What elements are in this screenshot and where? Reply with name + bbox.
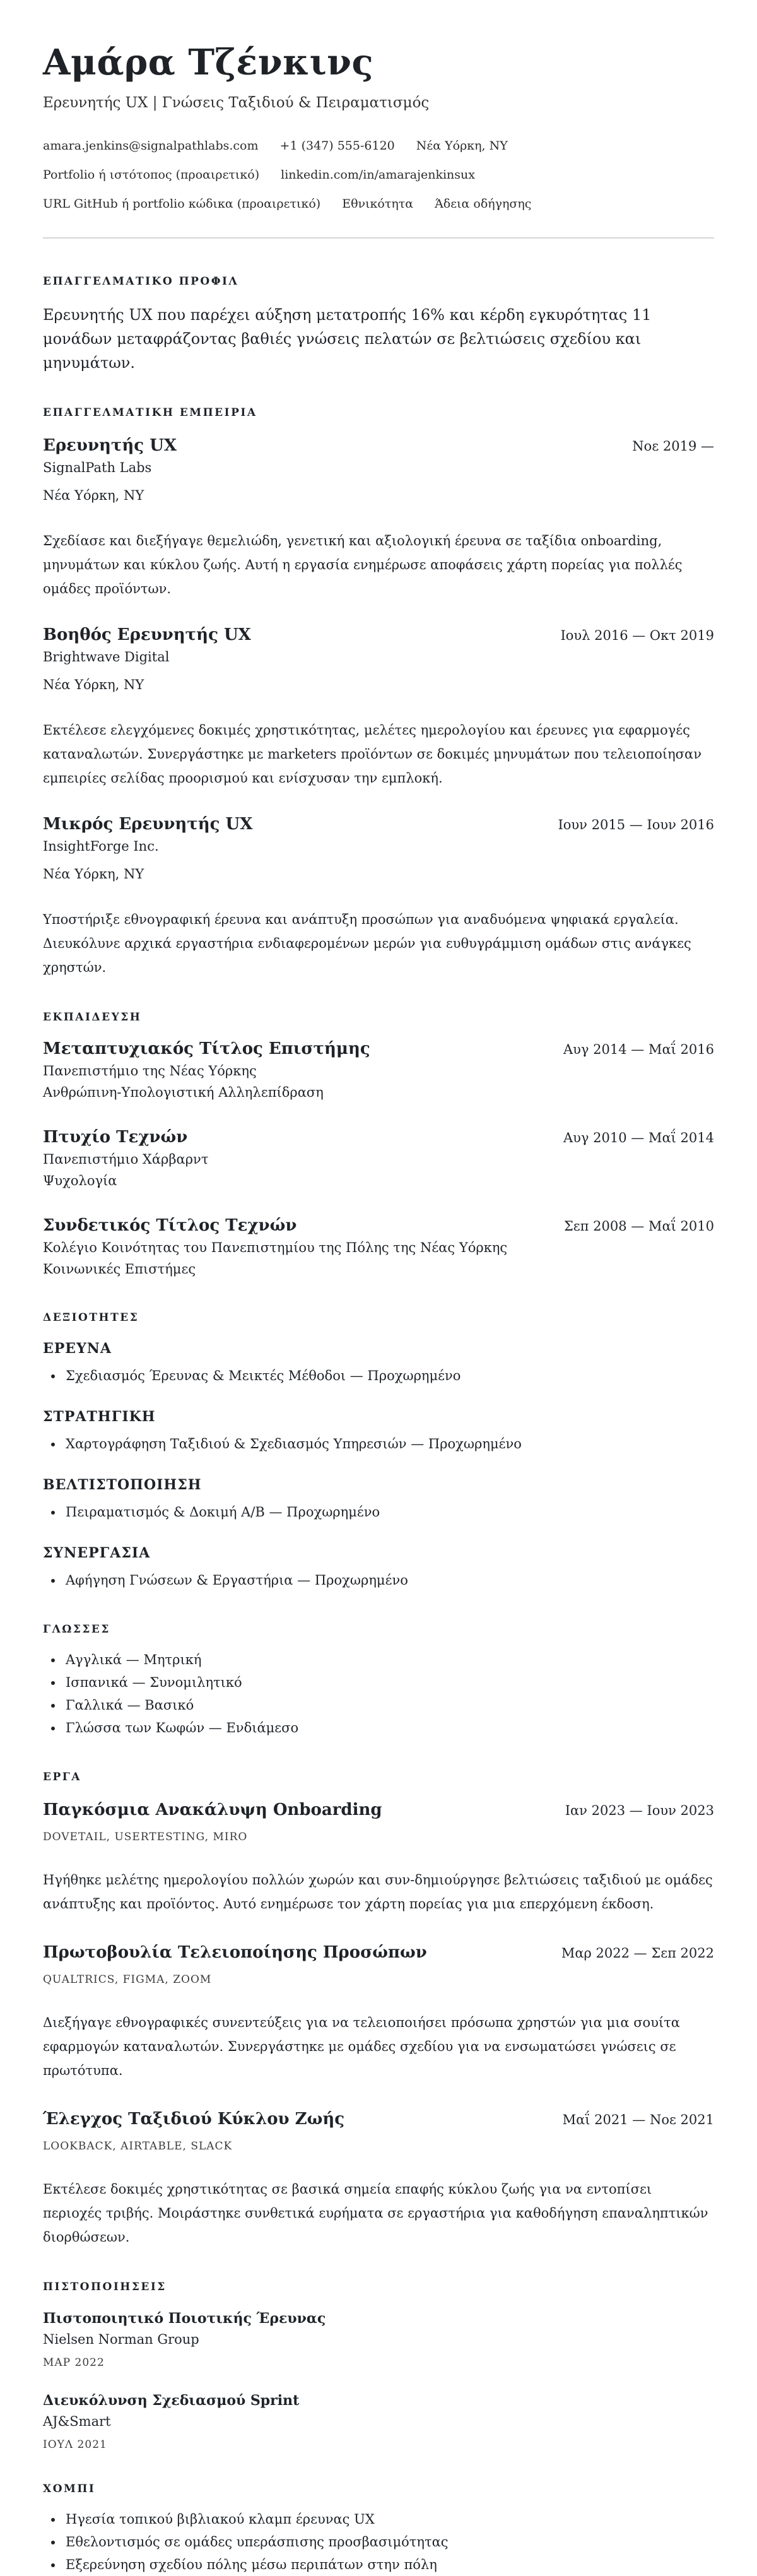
contact-row [43, 165, 714, 184]
linkedin-link[interactable]: linkedin.com/in/amarajenkinsux [281, 168, 475, 182]
section-title: ΧΟΜΠΙ [43, 2483, 96, 2495]
certification-date: ΙΟΥΛ 2021 [43, 2438, 107, 2451]
hobby-item: • Εξερεύνηση σχεδίου πόλης μέσω περιπάτων στην πόλη [63, 2553, 714, 2576]
skill-category: ΣΤΡΑΤΗΓΙΚΗ [43, 1409, 156, 1425]
role-title: Βοηθός Ερευνητής UX [43, 625, 251, 644]
certification-date: ΜΑΡ 2022 [43, 2356, 105, 2369]
degree-title: Πτυχίο Τεχνών [43, 1128, 188, 1147]
project-name: Έλεγχος Ταξιδιού Κύκλου Ζωής [43, 2110, 345, 2129]
language-list [43, 1648, 714, 1739]
skill-list [43, 1501, 714, 1523]
role-dates: Ιουλ 2016 — Οκτ 2019 [560, 628, 714, 643]
role-description: Εκτέλεσε ελεγχόμενες δοκιμές χρηστικότητας, μελέτες ημερολογίου και έρευνες για εφαρμογές καταναλωτών. Συνεργάστηκε με marketers προϊόντων σε δοκιμές μηνυμάτων που τελειοποίησαν εμπειρίες σελίδας προορισμού και ενίσχυσαν την εμπλοκή. [43, 723, 701, 786]
degree-title: Μεταπτυχιακός Τίτλος Επιστήμης [43, 1039, 370, 1058]
education-section [43, 1010, 714, 1280]
education-dates: Σεπ 2008 — Μαΐ 2010 [563, 1219, 714, 1234]
skill-list [43, 1433, 714, 1455]
resume-header [43, 40, 714, 213]
skill-category: ΣΥΝΕΡΓΑΣΙΑ [43, 1545, 151, 1561]
project-dates: Μαρ 2022 — Σεπ 2022 [561, 1946, 714, 1961]
project-dates: Μαΐ 2021 — Νοε 2021 [562, 2112, 714, 2127]
skill-category: ΒΕΛΤΙΣΤΟΠΟΙΗΣΗ [43, 1477, 202, 1493]
portfolio-link[interactable]: Portfolio ή ιστότοπος (προαιρετικό) [43, 168, 260, 182]
language-item: • Γλώσσα των Κωφών — Ενδιάμεσο [63, 1716, 714, 1739]
project-entry [43, 2108, 714, 2249]
skills-section [43, 1310, 714, 1592]
section-title: ΕΚΠΑΙΔΕΥΣΗ [43, 1011, 142, 1024]
school-name: Πανεπιστήμιο της Νέας Υόρκης [43, 1063, 257, 1078]
certification-name: Πιστοποιητικό Ποιοτικής Έρευνας [43, 2310, 326, 2327]
degree-title: Συνδετικός Τίτλος Τεχνών [43, 1216, 297, 1235]
company-name: InsightForge Inc. [43, 839, 159, 854]
github-link[interactable]: URL GitHub ή portfolio κώδικα (προαιρετικό) [43, 197, 321, 211]
project-description: Ηγήθηκε μελέτης ημερολογίου πολλών χωρών και συν-δημιούργησε βελτιώσεις ταξιδιού με ομάδες ανάπτυξης και προϊόντος. Αυτό ενημέρωσε τον χάρτη πορείας για μια επερχόμενη έκδοση. [43, 1872, 713, 1911]
skill-item: • Χαρτογράφηση Ταξιδιού & Σχεδιασμός Υπηρεσιών — Προχωρημένο [63, 1433, 714, 1455]
role-dates: Ιουν 2015 — Ιουν 2016 [558, 817, 714, 832]
certification-issuer: Nielsen Norman Group [43, 2332, 199, 2347]
contact-row [43, 194, 714, 213]
certification-name: Διευκόλυνση Σχεδιασμού Sprint [43, 2392, 300, 2409]
field-of-study: Κοινωνικές Επιστήμες [43, 1261, 196, 1277]
role-title: Μικρός Ερευνητής UX [43, 815, 253, 834]
role-location: Νέα Υόρκη, NY [43, 677, 144, 692]
section-title: ΠΙΣΤΟΠΟΙΗΣΕΙΣ [43, 2281, 167, 2293]
hobbies-section [43, 2481, 714, 2576]
email-link[interactable]: amara.jenkins@signalpathlabs.com [43, 139, 259, 153]
company-name: Brightwave Digital [43, 649, 170, 665]
education-entry [43, 1037, 714, 1103]
certification-entry [43, 2390, 714, 2454]
profile-section [43, 274, 714, 375]
certification-entry [43, 2308, 714, 2372]
role-location: Νέα Υόρκη, NY [43, 866, 144, 882]
language-item: • Γαλλικά — Βασικό [63, 1694, 714, 1716]
header-divider [43, 237, 714, 239]
section-title: ΓΛΩΣΣΕΣ [43, 1623, 110, 1636]
contact-row [43, 136, 714, 155]
profile-summary: Ερευνητής UX που παρέχει αύξηση μετατροπής 16% και κέρδη εγκυρότητας 11 μονάδων μεταφράζοντας βαθιές γνώσεις πελατών σε βελτιώσεις σχεδίου και μηνυμάτων. [43, 306, 652, 372]
company-name: SignalPath Labs [43, 460, 152, 475]
project-name: Πρωτοβουλία Τελειοποίησης Προσώπων [43, 1943, 427, 1962]
field-of-study: Ανθρώπινη-Υπολογιστική Αλληλεπίδραση [43, 1085, 324, 1100]
languages-section [43, 1622, 714, 1739]
certifications-section [43, 2279, 714, 2454]
role-location: Νέα Υόρκη, NY [43, 488, 144, 503]
project-description: Διεξήγαγε εθνογραφικές συνεντεύξεις για να τελειοποιήσει πρόσωπα χρηστών για μια σουίτα εφαρμογών καταναλωτών. Συνεργάστηκε με ομάδες σχεδίου για να ενσωματώσει γνώσεις σε πρωτότυπα. [43, 2015, 680, 2078]
experience-entry [43, 434, 714, 601]
project-description: Εκτέλεσε δοκιμές χρηστικότητας σε βασικά σημεία επαφής κύκλου ζωής για να εντοπίσει περιοχές τριβής. Μοιράστηκε συνθετικά ευρήματα σε εργαστήρια για καθοδήγηση επαναληπτικών διορθώσεων. [43, 2182, 708, 2245]
experience-section [43, 405, 714, 979]
skill-category: ΕΡΕΥΝΑ [43, 1340, 112, 1357]
role-title: Ερευνητής UX [43, 436, 177, 455]
skill-item: • Πειραματισμός & Δοκιμή A/B — Προχωρημένο [63, 1501, 714, 1523]
language-item: • Αγγλικά — Μητρική [63, 1648, 714, 1671]
phone-number[interactable]: +1 (347) 555-6120 [279, 139, 395, 153]
field-of-study: Ψυχολογία [43, 1173, 117, 1188]
section-title: ΕΠΑΓΓΕΛΜΑΤΙΚΗ ΕΜΠΕΙΡΙΑ [43, 406, 257, 419]
role-description: Υποστήριξε εθνογραφική έρευνα και ανάπτυξη προσώπων για αναδυόμενα ψηφιακά εργαλεία. Διευκόλυνε αρχικά εργαστήρια ενδιαφερομένων μερών για ευθυγράμμιση ομάδων στις ανάγκες χρηστών. [43, 912, 691, 975]
project-name: Παγκόσμια Ανακάλυψη Onboarding [43, 1800, 382, 1819]
certification-issuer: AJ&Smart [43, 2414, 111, 2429]
skill-item: • Σχεδιασμός Έρευνας & Μεικτές Μέθοδοι — Προχωρημένο [63, 1364, 714, 1387]
language-item: • Ισπανικά — Συνομιλητικό [63, 1671, 714, 1694]
project-dates: Ιαν 2023 — Ιουν 2023 [565, 1803, 714, 1818]
section-title: ΕΠΑΓΓΕΛΜΑΤΙΚΟ ΠΡΟΦΙΛ [43, 275, 239, 288]
education-dates: Αυγ 2014 — Μαΐ 2016 [563, 1042, 714, 1057]
education-entry [43, 1214, 714, 1280]
school-name: Πανεπιστήμιο Χάρβαρντ [43, 1152, 209, 1167]
section-title: ΕΡΓΑ [43, 1771, 81, 1783]
experience-entry [43, 813, 714, 979]
school-name: Κολέγιο Κοινότητας του Πανεπιστημίου της Πόλης της Νέας Υόρκης [43, 1240, 508, 1255]
role-dates: Νοε 2019 — [632, 439, 714, 454]
project-entry [43, 1941, 714, 2083]
skill-list [43, 1364, 714, 1387]
experience-entry [43, 623, 714, 790]
location: Νέα Υόρκη, NY [416, 139, 508, 153]
hobby-list [43, 2508, 714, 2576]
hobby-item: • Εθελοντισμός σε ομάδες υπεράσπισης προσβασιμότητας [63, 2531, 714, 2553]
skill-list [43, 1569, 714, 1592]
role-description: Σχεδίασε και διεξήγαγε θεμελιώδη, γενετική και αξιολογική έρευνα σε ταξίδια onboarding, μηνυμάτων και κύκλου ζωής. Αυτή η εργασία ενημέρωσε αποφάσεις χάρτη πορείας για πολλές ομάδες προϊόντων. [43, 533, 683, 596]
skill-item: • Αφήγηση Γνώσεων & Εργαστήρια — Προχωρημένο [63, 1569, 714, 1592]
education-entry [43, 1126, 714, 1191]
hobby-item: • Ηγεσία τοπικού βιβλιακού κλαμπ έρευνας UX [63, 2508, 714, 2531]
project-tags: QUALTRICS, FIGMA, ZOOM [43, 1973, 212, 1986]
projects-section [43, 1770, 714, 2249]
candidate-name: Αμάρα Τζένκινς [43, 42, 374, 83]
project-entry [43, 1799, 714, 1916]
project-tags: DOVETAIL, USERTESTING, MIRO [43, 1831, 248, 1843]
education-dates: Αυγ 2010 — Μαΐ 2014 [563, 1130, 714, 1145]
nationality: Εθνικότητα [342, 197, 414, 211]
driving-license: Άδεια οδήγησης [435, 197, 532, 211]
headline: Ερευνητής UX | Γνώσεις Ταξιδιού & Πειραματισμός [43, 95, 430, 111]
project-tags: LOOKBACK, AIRTABLE, SLACK [43, 2140, 233, 2153]
section-title: ΔΕΞΙΟΤΗΤΕΣ [43, 1311, 139, 1324]
